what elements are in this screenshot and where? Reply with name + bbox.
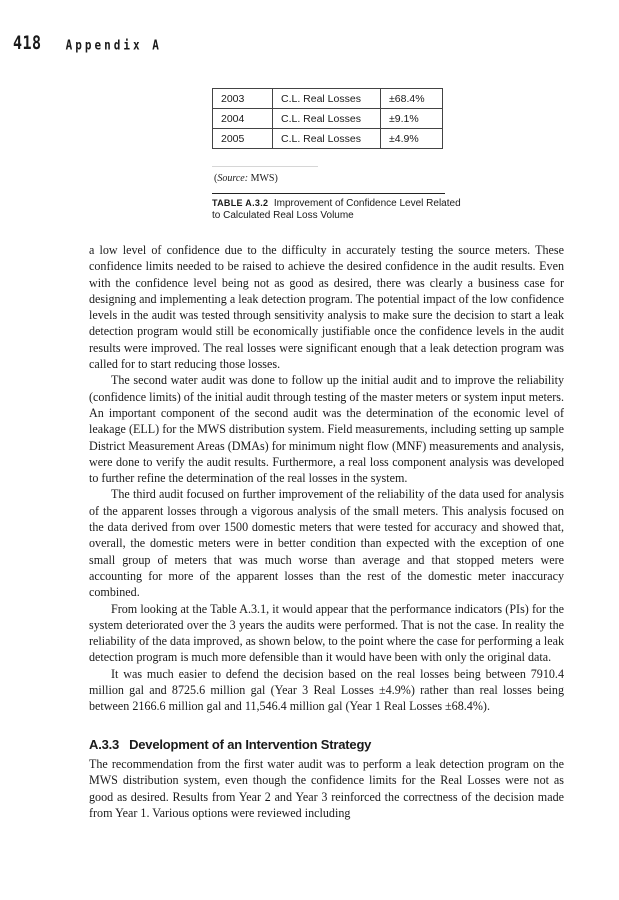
- confidence-table: [212, 88, 443, 149]
- page-number: 418: [13, 31, 42, 54]
- table-cell-year: 2004: [213, 109, 273, 129]
- section-number: A.3.3: [89, 737, 120, 752]
- body-text: [89, 242, 564, 715]
- paragraph: It was much easier to defend the decision based on the real losses being between 7910.4 million gal and 8725.6 million gal (Year 3 Real Losses ±4.9%) rather than real losses being between 2166.6 million gal and 11,546.4 million gal (Year 1 Real Losses ±68.4%).: [89, 666, 564, 714]
- caption-text: Improvement of Confidence Level Related to Calculated Real Loss Volume: [212, 198, 461, 221]
- table-cell-value: ±68.4%: [381, 89, 443, 109]
- table-caption: [212, 197, 462, 222]
- caption-divider: [212, 193, 445, 194]
- table-row: [213, 109, 443, 129]
- source-divider: [212, 166, 318, 167]
- table-row: [213, 129, 443, 149]
- table-row: [213, 89, 443, 109]
- section-body: [89, 756, 564, 821]
- paragraph: The third audit focused on further improvement of the reliability of the data used for analysis of the apparent losses through a vigorous analysis of the small meters. This analysis focused on the data derived from over 1500 domestic meters that were tested for accuracy and showed that, overall, the domestic meters were in better condition than expected with the exception of one small group of meters that was much worse than average and that stopped meters were accounting for more of the apparent losses than the rest of the domestic meter inaccuracy combined.: [89, 487, 564, 600]
- paragraph: a low level of confidence due to the difficulty in accurately testing the source meters. These confidence limits needed to be raised to achieve the desired confidence in the audit results. Even with the confidence level being not as good as desired, there was clearly a business case for designing and implementing a leak detection program. The potential impact of the low confidence levels in the audit was tested through sensitivity analysis to make sure the decision to start a leak detection program would still be economically justifiable once the confidence levels in the audit results were improved. The real losses were significant enough that a leak detection program was called for to start reducing those losses.: [89, 243, 564, 372]
- section-heading: [89, 737, 371, 752]
- paragraph: The recommendation from the first water audit was to perform a leak detection program on the MWS distribution system, even though the confidence limits for the Real Losses were not as good as desired. Results from Year 2 and Year 3 reinforced the correctness of the decision made from Year 1. Various options were reviewed including: [89, 757, 564, 820]
- caption-label: TABLE A.3.2: [212, 198, 269, 208]
- table-cell-year: 2003: [213, 89, 273, 109]
- table-cell-metric: C.L. Real Losses: [273, 129, 381, 149]
- table-cell-value: ±4.9%: [381, 129, 443, 149]
- paragraph: The second water audit was done to follow up the initial audit and to improve the reliability (confidence limits) of the initial audit through testing of the master meters or system input meters. An important component of the second audit was the determination of the economic level of leakage (ELL) for the MWS distribution system. Field measurements, including setting up sample District Measurement Areas (DMAs) for minimum night flow (MNF) measurements and analysis, were done to verify the audit results. Furthermore, a real loss component analysis was developed to further refine the determination of the real losses in the system.: [89, 373, 564, 486]
- paragraph: From looking at the Table A.3.1, it would appear that the performance indicators (PIs) for the system deteriorated over the 3 years the audits were performed. That is not the case. In reality the reliability of the data improved, as shown below, to the point where the case for performing a leak detection program is much more defensible than it would have been with only the original data.: [89, 601, 564, 665]
- source-label: Source:: [217, 173, 249, 184]
- running-head: Appendix A: [65, 37, 162, 53]
- table-cell-year: 2005: [213, 129, 273, 149]
- table-cell-metric: C.L. Real Losses: [273, 109, 381, 129]
- section-title: Development of an Intervention Strategy: [129, 737, 372, 752]
- source-value: MWS: [250, 173, 275, 184]
- table-cell-metric: C.L. Real Losses: [273, 89, 381, 109]
- table-source: (Source: MWS): [214, 173, 278, 184]
- page-header: [13, 31, 162, 54]
- table-cell-value: ±9.1%: [381, 109, 443, 129]
